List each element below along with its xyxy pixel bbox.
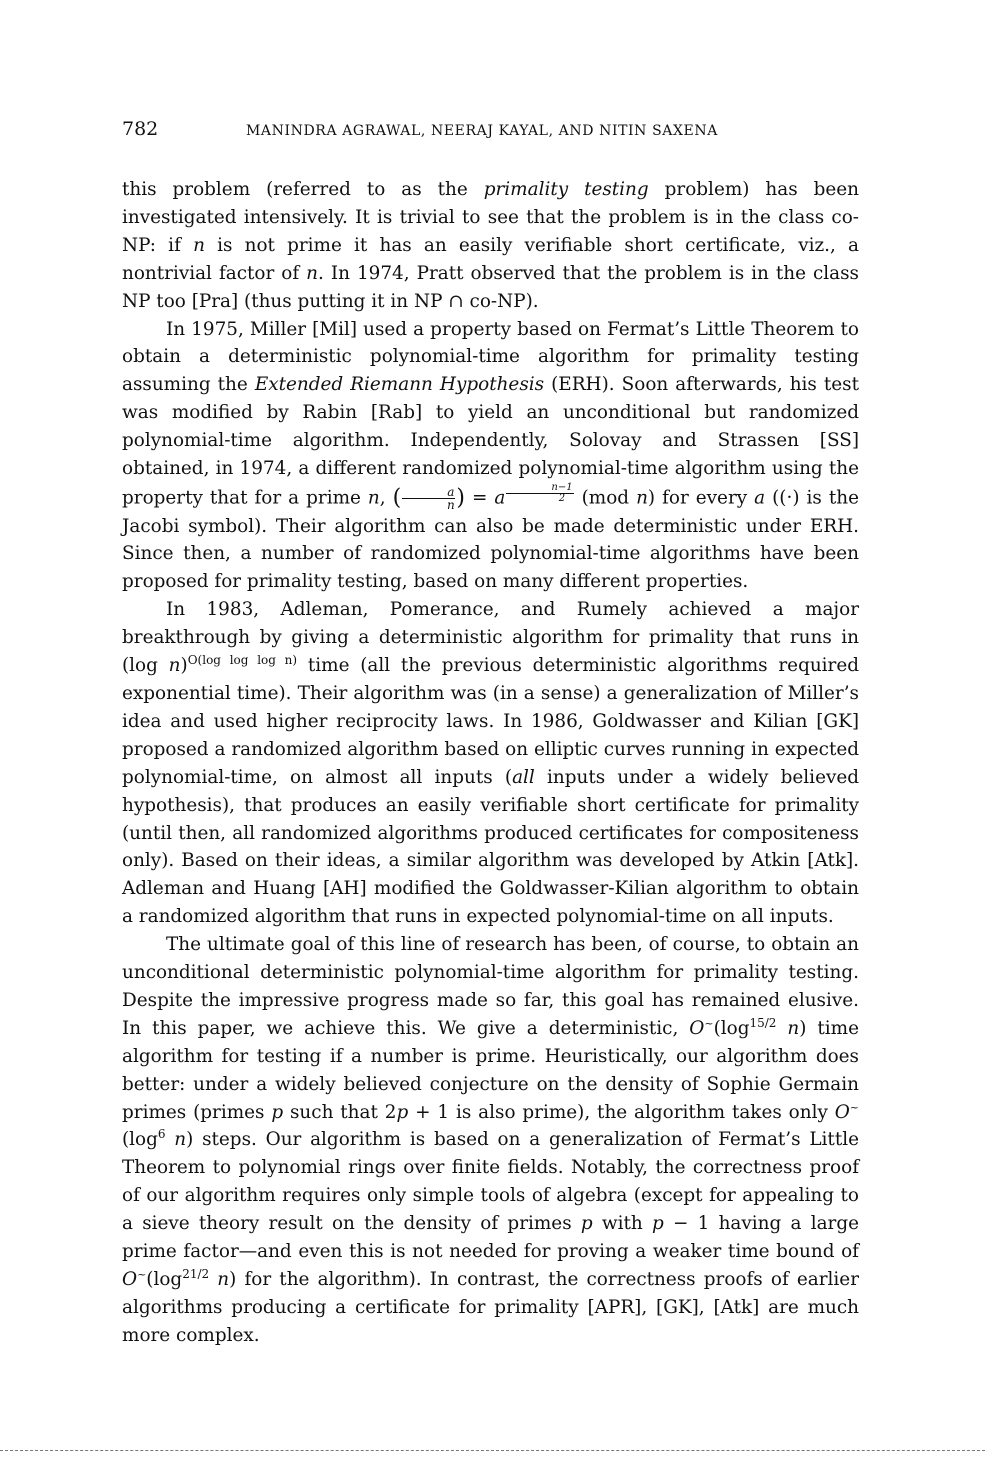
frac-numerator: a <box>402 486 455 499</box>
body-text <box>122 176 859 1350</box>
legendre-symbol <box>402 486 455 511</box>
paragraph-1 <box>122 176 859 316</box>
text-span: ) for the algorithm). In contrast, the correctness proofs of earlier algorithms producing a certificate for primality [APR], [GK], [Atk] are much more complex. <box>122 1269 859 1346</box>
math-var: a <box>754 487 766 509</box>
tilde: ~ <box>137 1267 147 1281</box>
math-var: a <box>494 487 506 509</box>
paragraph-2 <box>122 316 859 597</box>
tilde: ~ <box>704 1016 714 1030</box>
text-span: such that 2 <box>283 1101 397 1123</box>
text-span: ) for every <box>647 487 755 509</box>
text-span: In 1975, Miller [Mil] used a property based on Fermat’s Little Theorem to obtain a deterministic polynomial-time algorithm for primality testing assuming the <box>122 318 859 396</box>
italic-term: all <box>512 766 535 788</box>
exponent: 6 <box>157 1127 166 1142</box>
text-span: with <box>592 1213 652 1235</box>
text-span: (ERH). Soon afterwards, his test was modified by Rabin [Rab] to yield an unconditional but randomized polynomial-time algorithm. Independently, Solovay and Strassen [SS] obtained, in 1974, a different randomized polynomial-time algorithm using the property that for a prime <box>122 374 859 509</box>
math-var: n <box>209 1269 230 1291</box>
text-span: this problem (referred to as the <box>122 179 484 200</box>
text-span: The ultimate goal of this line of research has been, of course, to obtain an unconditional deterministic polynomial-time algorithm for primality testing. Despite the impressive progress made so far, this goal has remained elusive. In this paper, we achieve this. We give a deterministic, <box>122 934 859 1039</box>
math-var: n <box>636 487 648 509</box>
exp-numerator: n−1 <box>506 483 573 494</box>
exp-denominator: 2 <box>558 492 566 504</box>
text-span: (mod <box>574 487 637 509</box>
paragraph-3 <box>122 596 859 931</box>
math-var: O <box>689 1017 705 1039</box>
text-span: ) steps. Our algorithm is based on a generalization of Fermat’s Little Theorem to polynomial rings over finite fields. Notably, the correctness proof of our algorithm requires only simple tools of algebra (except for appealing to a sieve theory result on the density of primes <box>122 1129 859 1235</box>
math-var: p <box>271 1101 284 1123</box>
page-header <box>122 118 859 146</box>
italic-term: primality testing <box>483 179 649 200</box>
text-span: (log <box>713 1017 750 1039</box>
text-span: − 1 having a large prime factor—and even this is not needed for proving a weaker time bound of <box>122 1213 859 1263</box>
math-var: n <box>367 487 380 509</box>
scan-edge-rule <box>0 1450 985 1451</box>
text-span: inputs under a widely believed hypothesis), that produces an easily verifiable short certificate for primality (until then, all randomized algorithms produced certificates for compositeness only). Based on their ideas, a similar algorithm was developed by Atkin [Atk]. Adleman and Huang [AH] modified the Goldwasser-Kilian algorithm to obtain a randomized algorithm that runs in expected polynomial-time on all inputs. <box>122 766 859 928</box>
math-var: O <box>122 1269 138 1291</box>
text-span: , <box>379 487 393 509</box>
math-var: n <box>306 262 318 284</box>
exponent <box>505 481 574 504</box>
running-head: MANINDRA AGRAWAL, NEERAJ KAYAL, AND NITIN SAXENA <box>246 123 718 139</box>
text-span: (log <box>146 1269 183 1291</box>
text-span: time (all the previous deterministic algorithms required exponential time). Their algorithm was (in a sense) a generalization of Miller’s idea and used higher reciprocity laws. In 1986, Goldwasser and Kilian [GK] proposed a randomized algorithm based on elliptic curves running in expected polynomial-time, on almost all inputs ( <box>122 655 860 788</box>
math-var: n <box>168 655 181 677</box>
math-var: p <box>580 1213 593 1235</box>
math-var: O <box>834 1101 850 1123</box>
text-span: is not prime it has an easily verifiable short certificate, viz., a nontrivial factor of <box>122 234 860 284</box>
exponent: O(log log log n) <box>187 652 298 667</box>
exponent: 15/2 <box>749 1015 777 1030</box>
paren: ( <box>392 485 402 511</box>
paragraph-4 <box>122 931 859 1350</box>
math-var: n <box>165 1129 187 1151</box>
text-span: ) time algorithm for testing if a number is prime. Heuristically, our algorithm does better: under a widely believed conjecture on the density of Sophie Germain primes (primes <box>122 1017 859 1123</box>
page-number: 782 <box>122 118 159 140</box>
text-span: ) <box>180 655 188 677</box>
text-span: ) is the Jacobi symbol). Their algorithm can also be made deterministic under ERH. Since then, a number of randomized polynomial-time algorithms have been proposed for primality testing, based on many different properties. <box>122 487 859 593</box>
math-var: n <box>776 1017 800 1039</box>
text-span: In 1983, Adleman, Pomerance, and Rumely achieved a major breakthrough by giving a deterministic algorithm for primality that runs in (log <box>122 599 859 677</box>
math-var: n <box>193 234 205 256</box>
math-var: p <box>651 1213 664 1235</box>
text-span: · <box>786 487 793 509</box>
text-span: + 1 is also prime), the algorithm takes only <box>408 1101 835 1123</box>
text-span: = <box>464 487 495 509</box>
tilde: ~ <box>849 1100 860 1114</box>
page <box>122 118 859 1350</box>
text-span: . In 1974, Pratt observed that the problem is in the class NP too [Pra] (thus putting it in NP ∩ co-NP). <box>122 262 859 312</box>
text-span: (( <box>765 487 787 509</box>
frac-denominator: n <box>446 498 455 513</box>
text-span: problem) has been investigated intensively. It is trivial to see that the problem is in the class co-NP: if <box>122 179 859 256</box>
text-span: (log <box>122 1129 158 1151</box>
paren: ) <box>456 485 465 511</box>
math-var: p <box>396 1101 409 1123</box>
italic-term: Extended Riemann Hypothesis <box>254 374 545 396</box>
exponent: 21/2 <box>182 1266 210 1281</box>
